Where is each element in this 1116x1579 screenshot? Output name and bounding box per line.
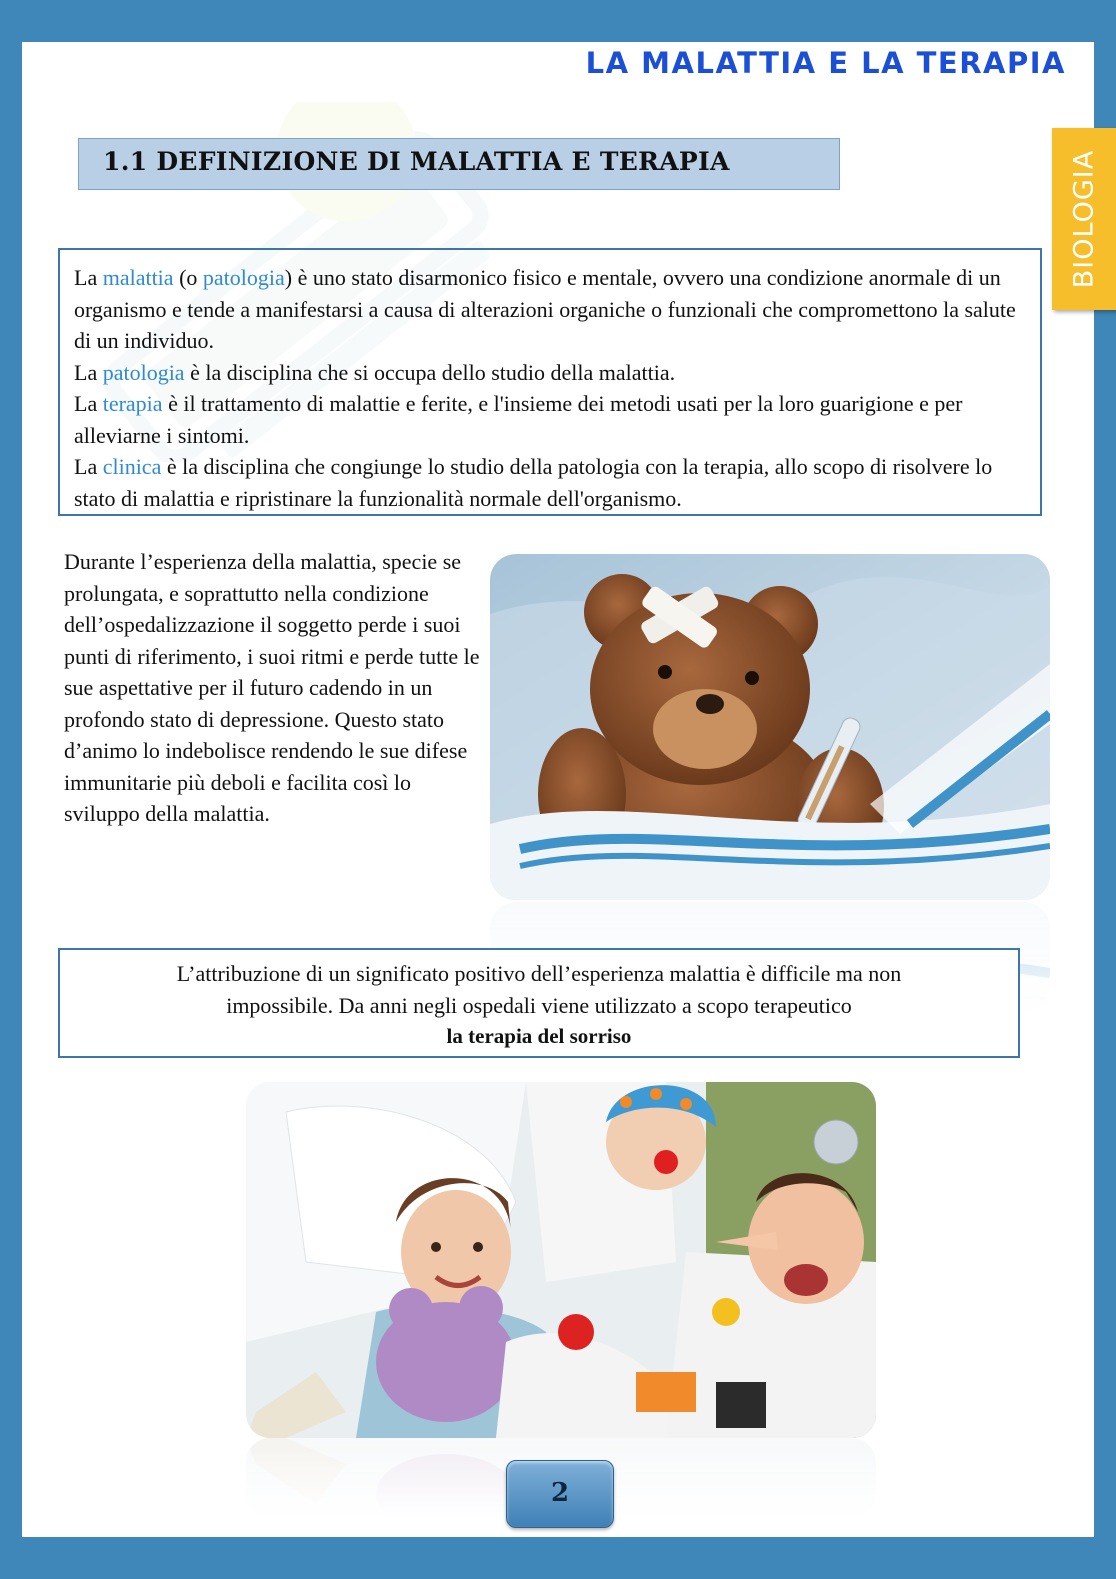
definition-clinica: La clinica è la disciplina che congiunge lo studio della patologia con la terapia, allo scopo di risolvere lo stato di malattia e ripristinare la funzionalità normale dell'organismo. <box>74 454 993 511</box>
quote-line-2: impossibile. Da anni negli ospedali viene utilizzato a scopo terapeutico <box>226 992 852 1018</box>
subject-tab-biologia <box>1052 128 1116 310</box>
keyword-terapia: terapia <box>102 391 163 416</box>
document-page <box>22 42 1094 1537</box>
quote-emphasis: la terapia del sorriso <box>446 1024 632 1048</box>
keyword-clinica: clinica <box>102 454 162 479</box>
keyword-patologia: patologia <box>102 359 185 385</box>
keyword-malattia: malattia <box>102 265 174 290</box>
definitions-box <box>58 248 1042 516</box>
teddy-bear-photo <box>490 554 1050 900</box>
definition-patologia: La patologia è la disciplina che si occupa dello studio della malattia. <box>74 359 676 385</box>
quote-box <box>58 948 1020 1058</box>
keyword-patologia: patologia <box>202 265 285 290</box>
subject-tab-label: BIOLOGIA <box>1068 149 1100 289</box>
page-number-badge: 2 <box>506 1460 614 1528</box>
body-paragraph: Durante l’esperienza della malattia, specie se prolungata, e soprattutto nella condizione dell’ospedalizzazione il soggetto perde i suoi punti di riferimento, i suoi ritmi e perde tutte le sue aspettative per il futuro cadendo in un profondo stato di depressione. Questo stato d’animo lo indebolisce rendendo le sue difese immunitarie più deboli e facilita così lo sviluppo della malattia. <box>64 549 480 826</box>
clown-therapy-photo <box>246 1082 876 1438</box>
definition-terapia: La terapia è il trattamento di malattie e ferite, e l'insieme dei metodi usati per la loro guarigione e per alleviarne i sintomi. <box>74 391 963 448</box>
quote-line-1: L’attribuzione di un significato positivo dell’esperienza malattia è difficile ma non <box>176 961 902 986</box>
section-heading: 1.1 DEFINIZIONE DI MALATTIA E TERAPIA <box>78 138 840 190</box>
definition-malattia: La malattia (o patologia) è uno stato disarmonico fisico e mentale, ovvero una condizione anormale di un organismo e tende a manifestarsi a causa di alterazioni organiche o funzionali che compromettono la salute di un individuo. <box>74 265 1016 353</box>
page-header-title: LA MALATTIA E LA TERAPIA <box>585 46 1066 80</box>
